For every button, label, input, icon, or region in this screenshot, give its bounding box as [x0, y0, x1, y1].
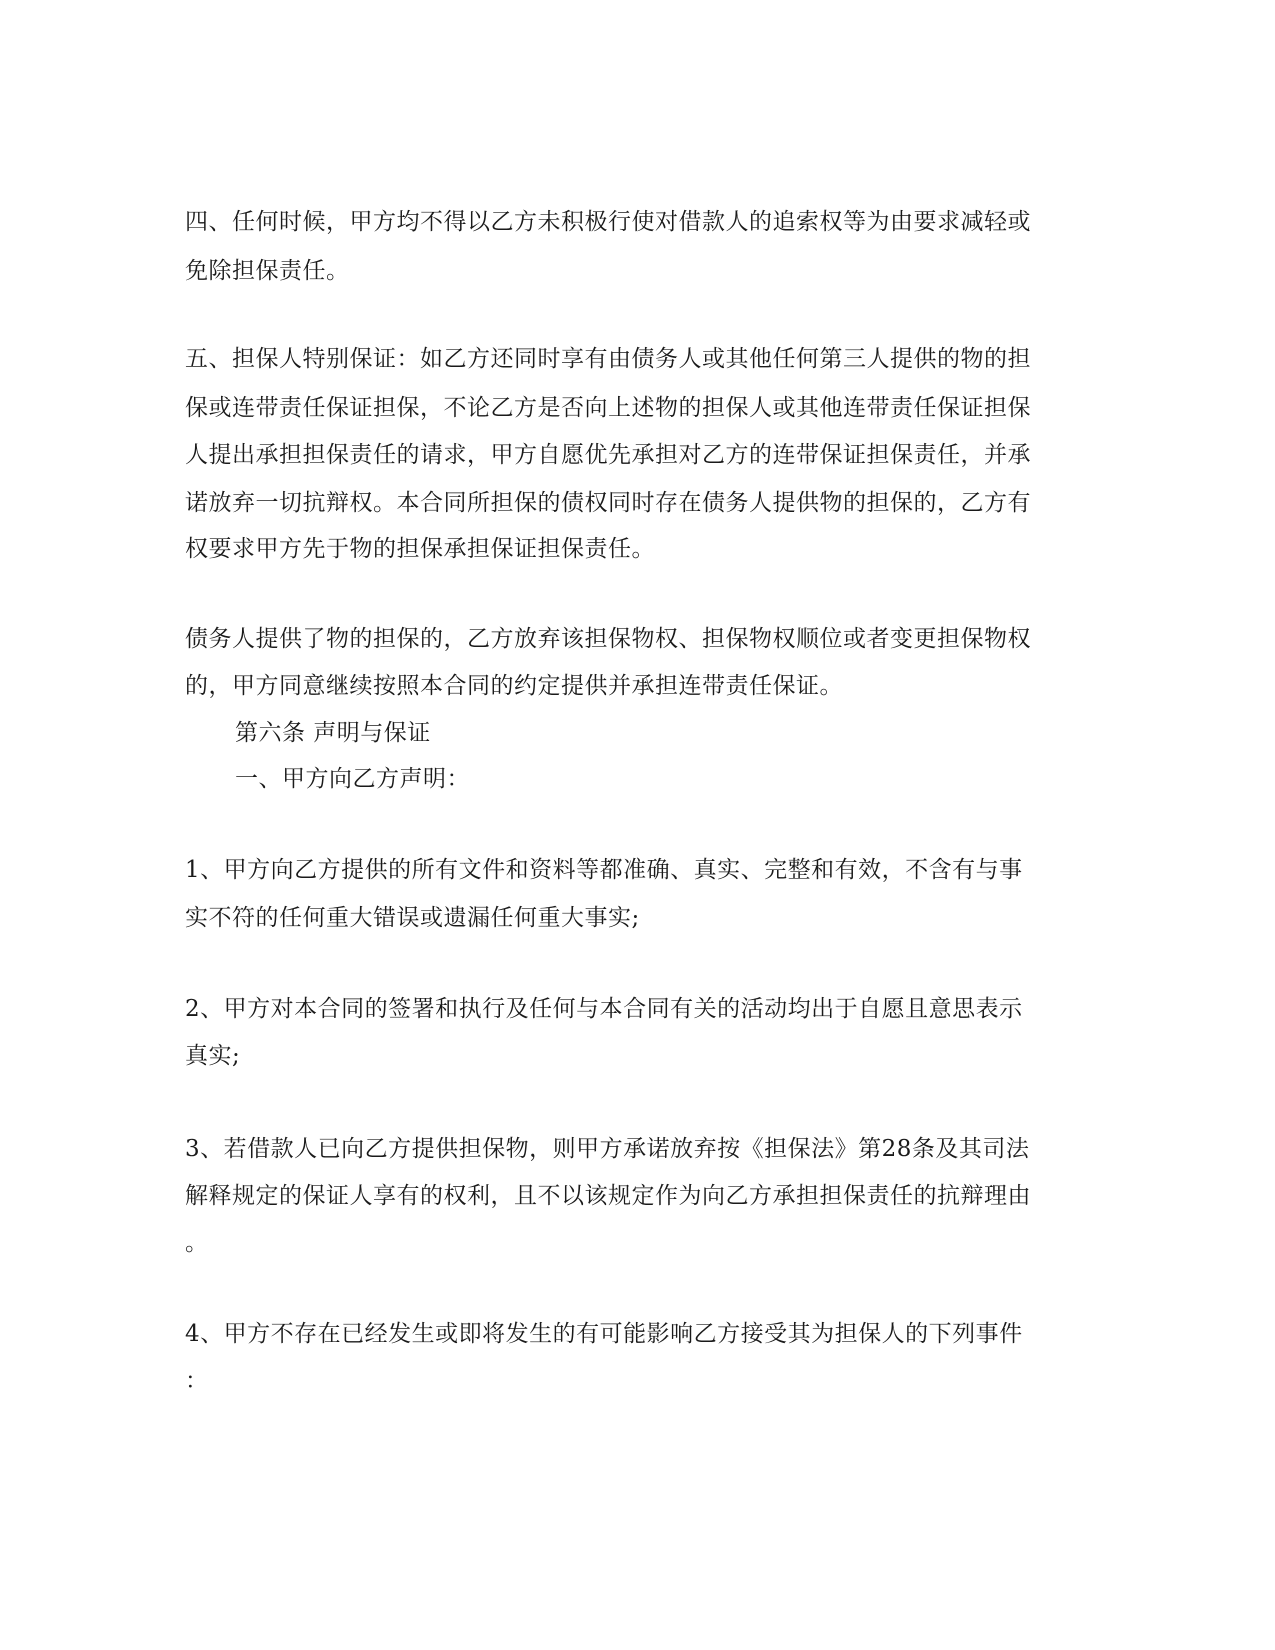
collateral-para-line-1: 债务人提供了物的担保的，乙方放弃该担保物权、担保物权顺位或者变更担保物权 [185, 626, 1031, 652]
clause-5-line-1: 五、担保人特别保证：如乙方还同时享有由债务人或其他任何第三人提供的物的担 [185, 346, 1031, 372]
clause-4-line-2: 免除担保责任。 [185, 258, 350, 284]
clause-5-line-2: 保或连带责任保证担保，不论乙方是否向上述物的担保人或其他连带责任保证担保 [185, 395, 1031, 421]
item-2-line-1: 2、甲方对本合同的签署和执行及任何与本合同有关的活动均出于自愿且意思表示 [185, 996, 1023, 1022]
item-3-line-2: 解释规定的保证人享有的权利，且不以该规定作为向乙方承担担保责任的抗辩理由 [185, 1183, 1031, 1209]
clause-5-line-5: 权要求甲方先于物的担保承担保证担保责任。 [185, 536, 655, 562]
item-4-line-2: ： [185, 1368, 209, 1394]
item-1-line-2: 实不符的任何重大错误或遗漏任何重大事实; [185, 905, 640, 931]
clause-4-line-1: 四、任何时候，甲方均不得以乙方未积极行使对借款人的追索权等为由要求减轻或 [185, 209, 1031, 235]
clause-5-line-3: 人提出承担担保责任的请求，甲方自愿优先承担对乙方的连带保证担保责任，并承 [185, 442, 1031, 468]
section-1-heading: 一、甲方向乙方声明： [235, 766, 470, 792]
collateral-para-line-2: 的，甲方同意继续按照本合同的约定提供并承担连带责任保证。 [185, 673, 843, 699]
item-3-line-3: 。 [185, 1230, 209, 1256]
article-6-heading: 第六条 声明与保证 [235, 720, 431, 746]
clause-5-line-4: 诺放弃一切抗辩权。本合同所担保的债权同时存在债务人提供物的担保的，乙方有 [185, 490, 1031, 516]
item-2-line-2: 真实; [185, 1043, 241, 1069]
item-3-line-1: 3、若借款人已向乙方提供担保物，则甲方承诺放弃按《担保法》第28条及其司法 [185, 1136, 1030, 1162]
item-4-line-1: 4、甲方不存在已经发生或即将发生的有可能影响乙方接受其为担保人的下列事件 [185, 1321, 1023, 1347]
item-1-line-1: 1、甲方向乙方提供的所有文件和资料等都准确、真实、完整和有效，不含有与事 [185, 857, 1023, 883]
